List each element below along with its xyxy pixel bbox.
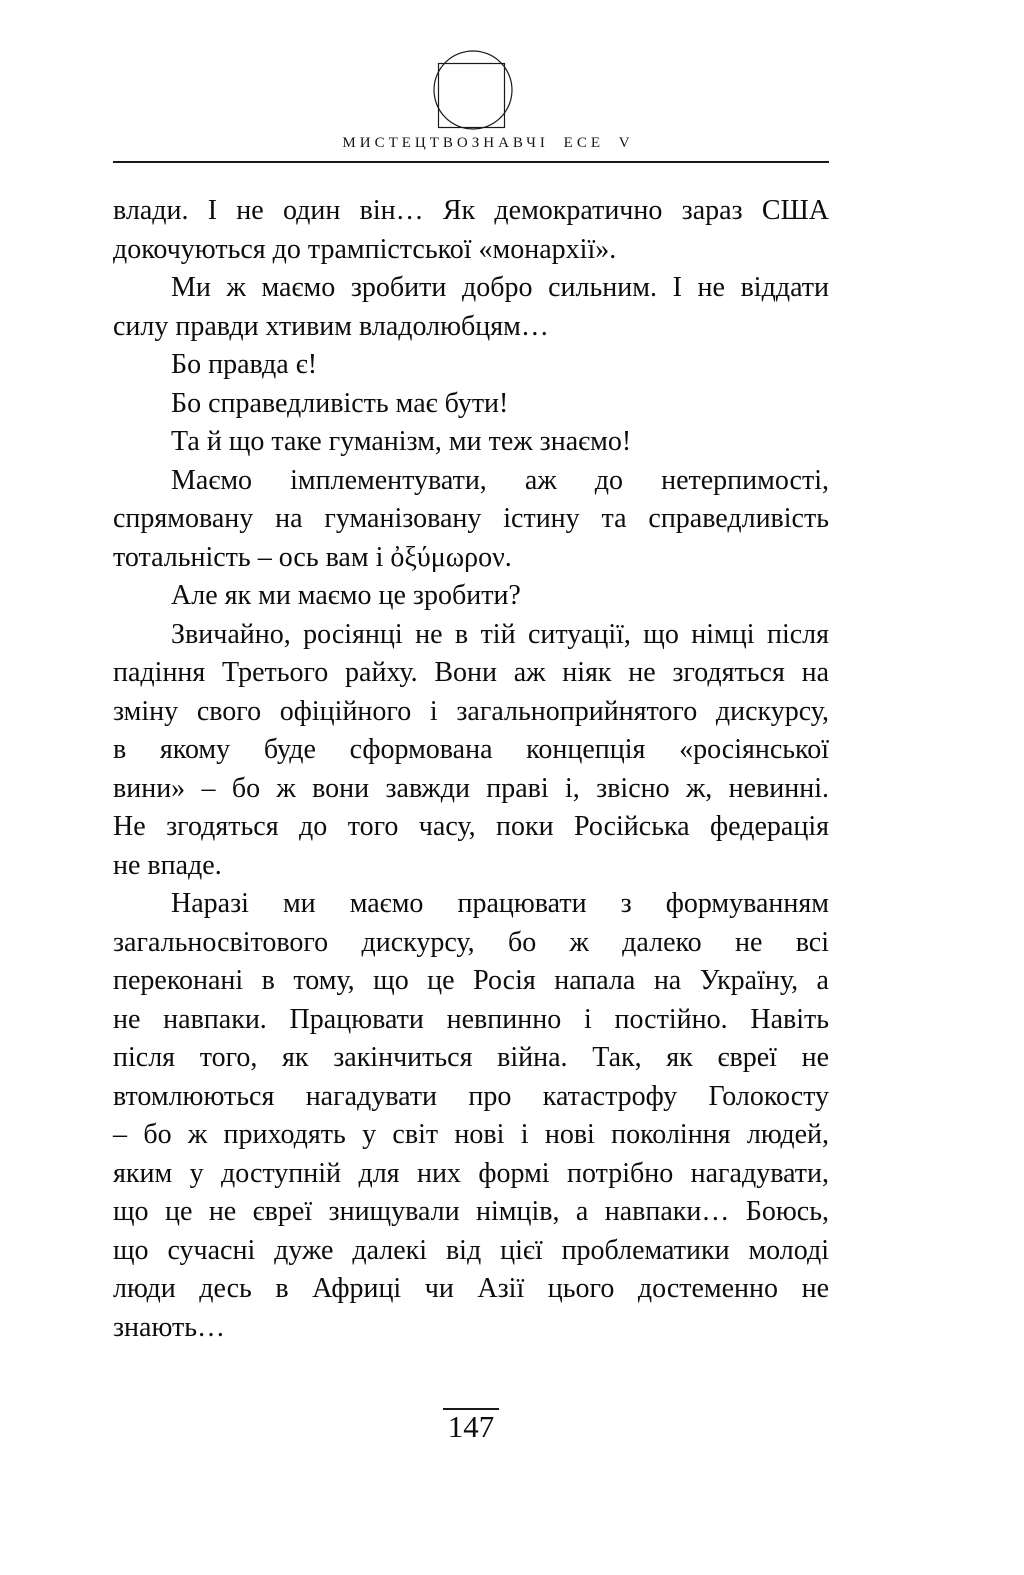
header-rule — [113, 161, 829, 163]
text-line: люди десь в Африці чи Азії цього достеменно не — [113, 1273, 829, 1304]
running-head-title: МИСТЕЦТВОЗНАВЧІ ЕСЕ V — [342, 135, 634, 151]
page-body — [113, 192, 829, 1347]
text-line: докочуються до трампістської «монархії». — [113, 233, 617, 265]
text-line: в якому буде сформована концепція «росіянської — [113, 734, 829, 765]
text-line: яким у доступній для них формі потрібно нагадувати, — [113, 1157, 829, 1189]
page-number: 147 — [443, 1408, 500, 1444]
circle-square-logo-icon — [431, 49, 515, 133]
text-line: втомлюються нагадувати про катастрофу Голокосту — [113, 1080, 829, 1112]
text-line: – бо ж приходять у світ нові і нові покоління людей, — [113, 1119, 829, 1150]
text-line: Наразі ми маємо працювати з формуванням — [171, 888, 829, 919]
folio — [113, 1408, 829, 1444]
text-line: Бо правда є! — [171, 349, 318, 380]
text-line: Але як ми маємо це зробити? — [171, 580, 521, 611]
text-line: Звичайно, росіянці не в тій ситуації, що німці після — [171, 618, 829, 650]
text-line: Ми ж маємо зробити добро сильним. І не віддати — [171, 272, 829, 303]
text-line: спрямовану на гуманізовану істину та справедливість — [113, 503, 829, 534]
text-line: не впаде. — [113, 849, 222, 881]
text-line: знають… — [113, 1311, 226, 1343]
text-line: Та й що таке гуманізм, ми теж знаємо! — [171, 426, 632, 457]
text-line: силу правди хтивим владолюбцям… — [113, 310, 549, 342]
text-line: переконані в тому, що це Росія напала на Україну, а — [113, 965, 829, 996]
text-line: Бо справедливість має бути! — [171, 387, 509, 419]
text-line: зміну свого офіційного і загальноприйнятого дискурсу, — [113, 695, 829, 727]
text-line: що це не євреї знищували німців, а навпаки… Боюсь, — [113, 1196, 829, 1227]
text-line: влади. І не один він… Як демократично зараз США — [113, 195, 829, 226]
text-line: що сучасні дуже далекі від цієї проблематики молоді — [113, 1234, 829, 1266]
text-line: не навпаки. Працювати невпинно і постійно. Навіть — [113, 1003, 829, 1035]
text-line: Маємо імплементувати, аж до нетерпимості, — [171, 464, 829, 496]
text-line: тотальність – ось вам і ὀξύμωρον. — [113, 541, 512, 573]
text-line: падіння Третього райху. Вони аж ніяк не згодяться на — [113, 657, 829, 688]
text-line: вини» – бо ж вони завжди праві і, звісно ж, невинні. — [113, 772, 829, 804]
text-line: загальносвітового дискурсу, бо ж далеко не всі — [113, 926, 829, 958]
text-line: Не згодяться до того часу, поки Російська федерація — [113, 811, 829, 842]
text-line: після того, як закінчиться війна. Так, як євреї не — [113, 1042, 829, 1073]
